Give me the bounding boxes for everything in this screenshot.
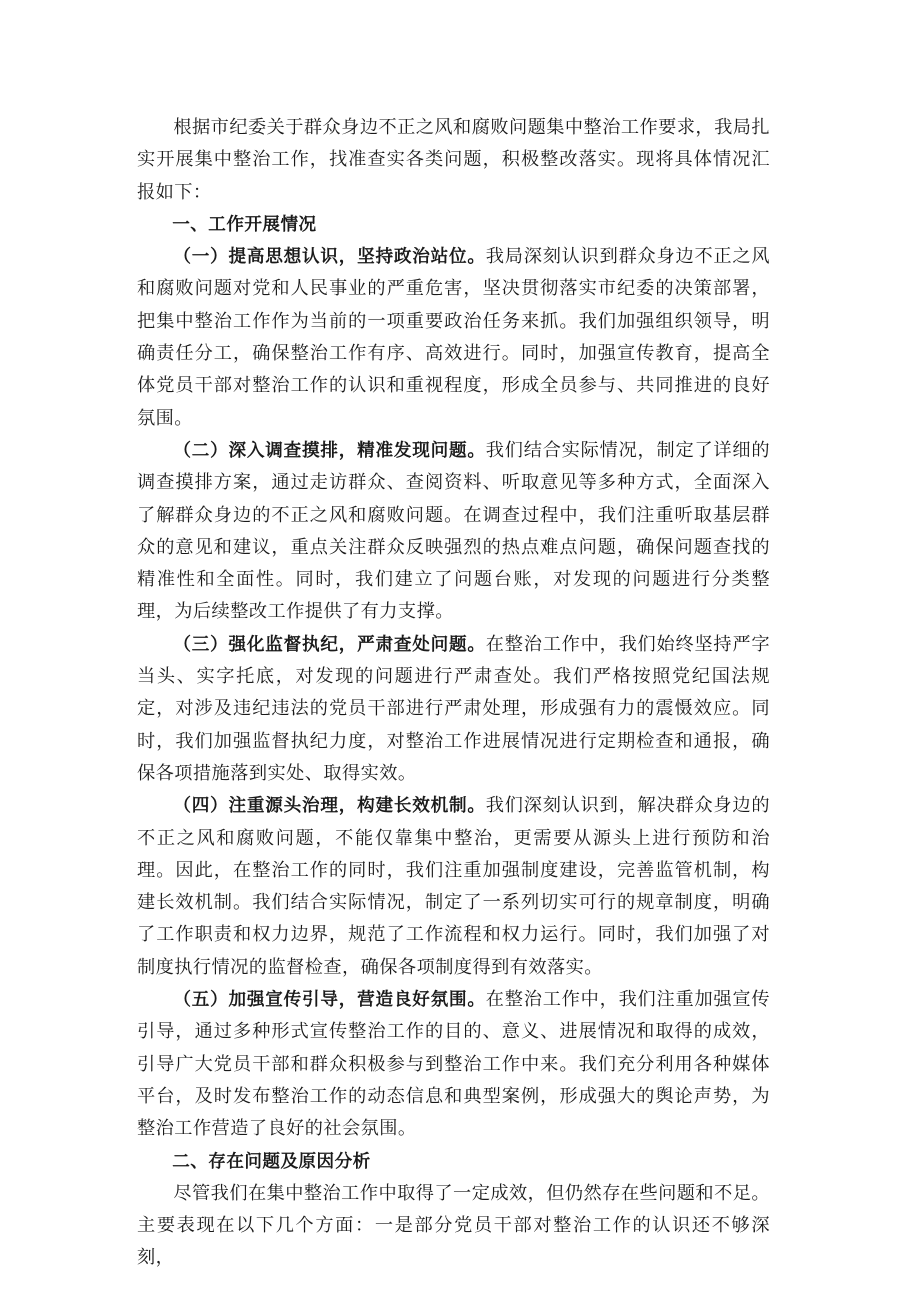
item-body-1: 我局深刻认识到群众身边不正之风和腐败问题对党和人民事业的严重危害，坚决贯彻落实市纪委的决策部署，把集中整治工作作为当前的一项重要政治任务来抓。我们加强组织领导，明确责任分工，确保整治工作有序、高效进行。同时，加强宣传教育，提高全体党员干部对整治工作的认识和重视程度，形成全员参与、共同推进的良好氛围。 — [137, 246, 770, 429]
item-paragraph-1 — [137, 241, 770, 435]
item-lead-2: （二）深入调查摸排，精准发现问题。 — [173, 440, 486, 461]
item-paragraph-5 — [137, 984, 770, 1145]
item-lead-4: （四）注重源头治理，构建长效机制。 — [173, 796, 486, 817]
item-paragraph-4 — [137, 790, 770, 984]
item-body-2: 我们结合实际情况，制定了详细的调查摸排方案，通过走访群众、查阅资料、听取意见等多种方式，全面深入了解群众身边的不正之风和腐败问题。在调查过程中，我们注重听取基层群众的意见和建议，重点关注群众反映强烈的热点难点问题，确保问题查找的精准性和全面性。同时，我们建立了问题台账，对发现的问题进行分类整理，为后续整改工作提供了有力支撑。 — [137, 439, 770, 623]
problems-paragraph: 尽管我们在集中整治工作中取得了一定成效，但仍然存在些问题和不足。主要表现在以下几个方面：一是部分党员干部对整治工作的认识还不够深刻， — [137, 1182, 770, 1269]
item-paragraph-3 — [137, 629, 770, 790]
intro-paragraph: 根据市纪委关于群众身边不正之风和腐败问题集中整治工作要求，我局扎实开展集中整治工作，找准查实各类问题，积极整改落实。现将具体情况汇报如下： — [137, 117, 770, 203]
item-paragraph-2 — [137, 435, 770, 629]
document-page — [137, 112, 770, 1275]
item-lead-5: （五）加强宣传引导，营造良好氛围。 — [173, 990, 486, 1011]
item-body-4: 我们深刻认识到，解决群众身边的不正之风和腐败问题，不能仅靠集中整治，更需要从源头上进行预防和治理。因此，在整治工作的同时，我们注重加强制度建设，完善监管机制，构建长效机制。我们结合实际情况，制定了一系列切实可行的规章制度，明确了工作职责和权力边界，规范了工作流程和权力运行。同时，我们加强了对制度执行情况的监督检查，确保各项制度得到有效落实。 — [137, 795, 770, 978]
item-body-5: 在整治工作中，我们注重加强宣传引导，通过多种形式宣传整治工作的目的、意义、进展情况和取得的成效，引导广大党员干部和群众积极参与到整治工作中来。我们充分利用各种媒体平台，及时发布整治工作的动态信息和典型案例，形成强大的舆论声势，为整治工作营造了良好的社会氛围。 — [137, 989, 770, 1140]
item-body-3: 在整治工作中，我们始终坚持严字当头、实字托底，对发现的问题进行严肃查处。我们严格按照党纪国法规定，对涉及违纪违法的党员干部进行严肃处理，形成强有力的震慑效应。同时，我们加强监督执纪力度，对整治工作进展情况进行定期检查和通报，确保各项措施落到实处、取得实效。 — [137, 633, 770, 784]
item-lead-1: （一）提高思想认识，坚持政治站位。 — [173, 247, 486, 268]
section-heading-work-progress: 一、工作开展情况 — [172, 214, 317, 235]
item-lead-3: （三）强化监督执纪，严肃查处问题。 — [173, 634, 486, 655]
section-heading-problems: 二、存在问题及原因分析 — [172, 1151, 371, 1172]
